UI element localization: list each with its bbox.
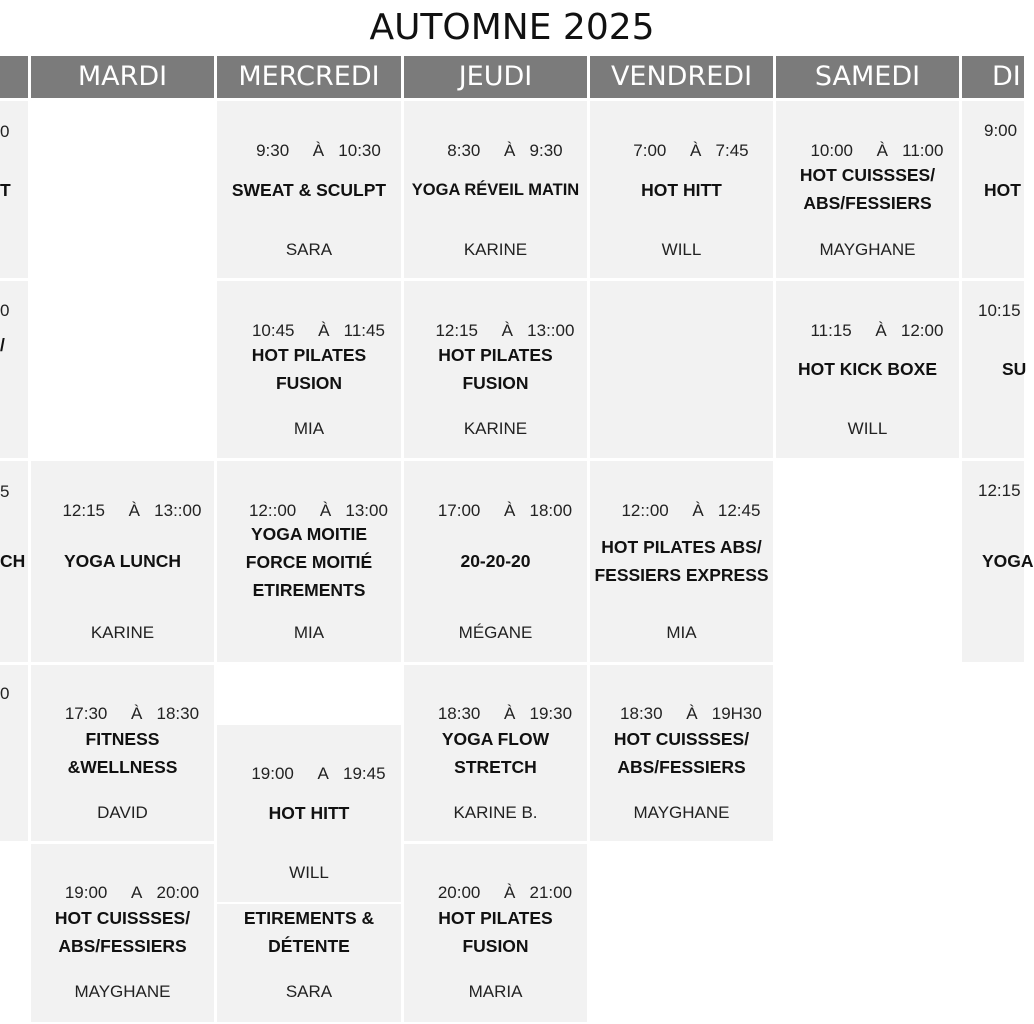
class-time-separator: À	[128, 501, 140, 520]
class-instructor: KARINE B.	[453, 803, 538, 822]
class-start-time: 10:45	[251, 321, 295, 340]
class-start-time: 10:15	[978, 301, 1021, 320]
class-cell-mercredi-2	[217, 281, 401, 458]
class-name: HOT PILATES ABS/ FESSIERS EXPRESS	[594, 537, 769, 585]
class-time-separator: À	[875, 321, 887, 340]
class-cell-mardi-5	[31, 844, 214, 1022]
class-time-separator: À	[318, 321, 330, 340]
class-time	[984, 121, 1024, 141]
class-start-time: 9:30	[256, 141, 290, 160]
class-cell-dimanche-3	[962, 461, 1034, 662]
class-cell-jeudi-3	[404, 461, 587, 662]
class-start-time: 8:30	[447, 141, 481, 160]
class-time-separator: À	[692, 501, 704, 520]
class-start-time: 12:15	[62, 501, 106, 520]
class-end-time: 12:00	[900, 321, 944, 340]
class-time-separator: À	[131, 704, 143, 723]
class-instructor: KARINE	[463, 419, 528, 438]
class-time-separator: À	[686, 704, 698, 723]
class-cell-mercredi-3	[217, 461, 401, 662]
day-header-mardi: MARDI	[31, 56, 214, 98]
class-name: HOT PILATES FUSION	[438, 345, 553, 393]
class-name: HOT CUISSSES/ ABS/FESSIERS	[54, 908, 191, 956]
day-header-samedi: SAMEDI	[776, 56, 959, 98]
class-end-time: 11:00	[902, 141, 944, 160]
class-cell-jeudi-5	[404, 844, 587, 1022]
class-instructor: MAYGHANE	[819, 240, 916, 259]
class-time-separator: A	[131, 883, 143, 902]
class-start-time: 19:00	[251, 764, 294, 783]
class-instructor: WILL	[847, 419, 888, 438]
class-end-time: 13::00	[527, 321, 575, 340]
class-time-separator: À	[504, 501, 516, 520]
class-instructor: SARA	[285, 982, 333, 1001]
class-time	[978, 481, 1024, 501]
class-time-separator: À	[876, 141, 888, 160]
class-start-time: 17:30	[64, 704, 108, 723]
class-end-time: 19:30	[529, 704, 573, 723]
class-end-time: 19:45	[343, 764, 386, 783]
class-time-separator: À	[690, 141, 702, 160]
class-cell-dimanche-1	[962, 101, 1024, 278]
class-start-time: 12::00	[248, 501, 297, 520]
class-time-separator: À	[504, 141, 516, 160]
class-time	[978, 301, 1024, 321]
class-name: YOGA MOITIE FORCE MOITIÉ ETIREMENTS	[245, 524, 373, 600]
class-start-time: 18:30	[620, 704, 663, 723]
class-cell-mercredi-5	[217, 904, 401, 1022]
day-header-vendredi: VENDREDI	[590, 56, 773, 98]
class-instructor: SARA	[285, 240, 333, 259]
class-time-separator: À	[504, 883, 516, 902]
class-instructor: MARIA	[468, 982, 523, 1001]
class-start-time: 19:00	[64, 883, 108, 902]
class-name: 20-20-20	[460, 551, 531, 571]
class-name: SU	[1002, 359, 1027, 379]
class-start-time: 12:15	[435, 321, 479, 340]
class-end-time: 0	[0, 122, 10, 141]
class-name: HOT CUISSSES/ ABS/FESSIERS	[799, 165, 936, 213]
class-start-time: 18:30	[437, 704, 481, 723]
class-instructor: MIA	[293, 419, 325, 438]
class-name: T	[0, 180, 11, 200]
class-end-time: 10:30	[338, 141, 381, 160]
class-cell-dimanche-2	[962, 281, 1027, 458]
class-time-separator: À	[312, 141, 325, 160]
class-name: HOT HITT	[268, 803, 350, 823]
class-end-time: 20:00	[156, 883, 200, 902]
class-name: YOGA	[982, 551, 1034, 571]
class-time-separator: À	[319, 501, 332, 520]
class-name: CH	[0, 551, 26, 571]
class-start-time: 20:00	[437, 883, 481, 902]
class-cell-vendredi-1	[590, 101, 773, 278]
class-instructor: WILL	[661, 240, 702, 259]
class-instructor: MIA	[293, 623, 325, 642]
class-name: HOT	[984, 180, 1021, 200]
class-time-separator: À	[504, 704, 516, 723]
day-header-dimanche: DI	[962, 56, 1024, 98]
class-cell-lundi-3	[0, 461, 28, 662]
class-cell-jeudi-1	[404, 101, 587, 278]
class-time	[217, 121, 401, 181]
day-header-lundi	[0, 56, 28, 98]
class-instructor: MAYGHANE	[633, 803, 730, 822]
class-cell-samedi-2	[776, 281, 959, 458]
class-end-time: 19H30	[711, 704, 762, 723]
class-start-time: 12::00	[621, 501, 669, 520]
day-header-mercredi: MERCREDI	[217, 56, 401, 98]
class-time	[776, 301, 959, 361]
class-time	[217, 744, 401, 804]
class-instructor: WILL	[289, 863, 329, 882]
class-cell-mercredi-1	[217, 101, 401, 278]
class-end-time: 18:30	[156, 704, 200, 723]
class-instructor: MÉGANE	[458, 623, 533, 642]
class-end-time: 13::00	[154, 501, 202, 520]
class-end-time: 0	[0, 301, 10, 320]
class-start-time: 12:15	[978, 481, 1021, 500]
class-cell-mercredi-4	[217, 725, 401, 902]
class-cell-vendredi-4	[590, 665, 773, 841]
class-instructor: DAVID	[97, 803, 148, 822]
class-name: SWEAT & SCULPT	[231, 180, 387, 200]
class-time	[590, 481, 773, 541]
schedule-title: AUTOMNE 2025	[369, 7, 655, 48]
class-cell-jeudi-2	[404, 281, 587, 458]
class-end-time: 5	[0, 482, 10, 501]
class-end-time: 18:00	[529, 501, 573, 520]
class-start-time: 9:00	[984, 121, 1018, 140]
class-cell-vendredi-3	[590, 461, 773, 662]
class-cell-mardi-4	[31, 665, 214, 841]
class-name: YOGA FLOW STRETCH	[441, 729, 550, 777]
class-start-time: 7:00	[633, 141, 667, 160]
class-name: /	[0, 335, 5, 355]
class-time	[404, 121, 587, 181]
class-cell-mardi-3	[31, 461, 214, 662]
class-end-time: 12:45	[717, 501, 761, 520]
class-time	[0, 122, 28, 142]
class-time	[404, 481, 587, 541]
class-name: YOGA LUNCH	[64, 551, 181, 571]
class-end-time: 13:00	[345, 501, 388, 520]
class-instructor: MAYGHANE	[74, 982, 171, 1001]
class-time	[31, 481, 214, 541]
class-start-time: 10:00	[810, 141, 854, 160]
class-name: HOT CUISSSES/ ABS/FESSIERS	[613, 729, 750, 777]
class-cell-jeudi-4	[404, 665, 587, 841]
class-time	[0, 684, 28, 704]
class-end-time: 0	[0, 684, 10, 703]
class-end-time: 7:45	[715, 141, 749, 160]
class-instructor: KARINE	[463, 240, 528, 259]
class-name: HOT PILATES FUSION	[438, 908, 553, 956]
class-end-time: 21:00	[529, 883, 573, 902]
class-time-separator: A	[317, 764, 329, 783]
class-end-time: 11:45	[343, 321, 385, 340]
class-name: ETIREMENTS & DÉTENTE	[243, 908, 375, 956]
class-name: HOT PILATES FUSION	[251, 345, 367, 393]
class-end-time: 9:30	[529, 141, 563, 160]
class-start-time: 11:15	[810, 321, 852, 340]
class-time	[0, 482, 28, 502]
class-time	[590, 121, 773, 181]
class-time	[0, 301, 28, 321]
class-cell-lundi-4	[0, 665, 28, 841]
class-name: HOT HITT	[641, 180, 722, 200]
class-name: FITNESS &WELLNESS	[67, 729, 178, 777]
class-cell-samedi-1	[776, 101, 959, 278]
class-time-separator: À	[501, 321, 513, 340]
class-name: YOGA RÉVEIL MATIN	[411, 181, 580, 199]
class-cell-lundi-1	[0, 101, 28, 278]
class-start-time: 17:00	[437, 501, 481, 520]
class-instructor: KARINE	[90, 623, 155, 642]
class-name: HOT KICK BOXE	[797, 359, 938, 379]
class-cell-lundi-2	[0, 281, 28, 458]
day-header-jeudi: JEUDI	[404, 56, 587, 98]
class-cell-vendredi-2	[590, 281, 773, 458]
class-instructor: MIA	[666, 623, 697, 642]
